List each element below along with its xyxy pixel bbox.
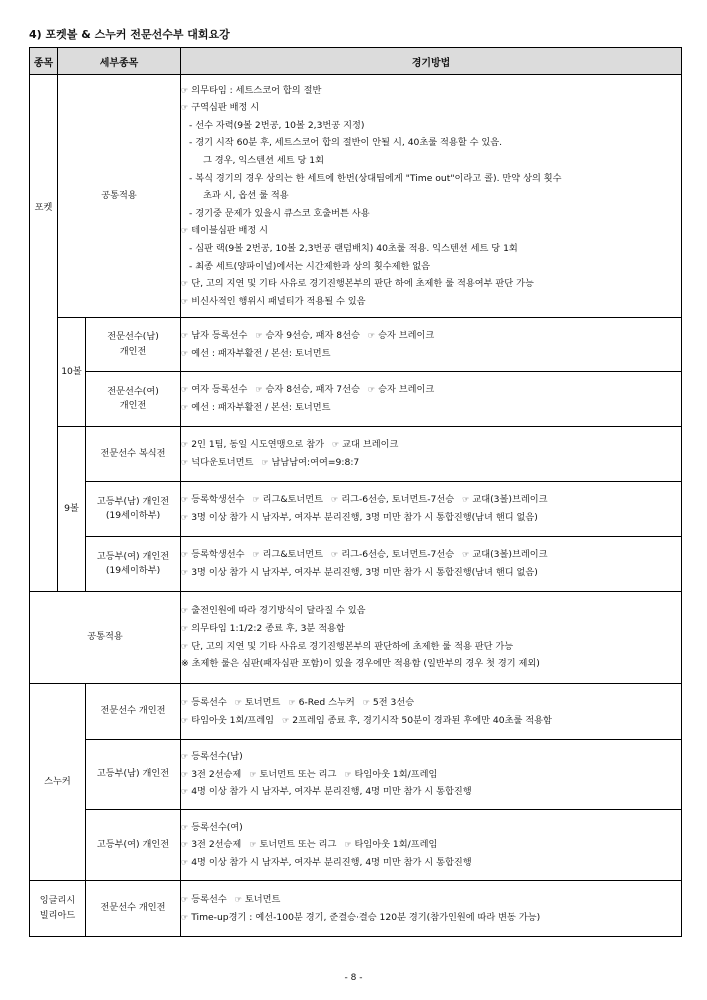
pointing-hand-icon: ☞: [249, 769, 257, 779]
name-line: 전문선수(남): [107, 331, 159, 343]
section-title: 4) 포켓볼 & 스누커 전문선수부 대회요강: [29, 28, 230, 41]
method-text: - 복식 경기의 경우 상의는 한 세트에 한번(상대팀에게 "Time out"이라고 콜). 만약 상의 횟수: [189, 172, 562, 184]
method-line: [181, 602, 681, 620]
method-line: [181, 638, 681, 656]
method-text: 토너먼트 또는 리그: [259, 768, 337, 780]
pointing-hand-icon: ☞: [181, 606, 189, 616]
method-text: 비신사적인 행위시 패널티가 적용될 수 있음: [191, 295, 366, 307]
method-text: 승자 브레이크: [378, 384, 435, 396]
method-text: - 선수 자력(9볼 2번공, 10볼 2,3번공 지정): [189, 119, 365, 131]
method-text: ※ 초제한 룰은 심판(패자심판 포함)이 있을 경우에만 적용함 (일반부의 경우 첫 경기 제외): [181, 658, 540, 670]
method-text: 여자 등록선수: [191, 384, 248, 396]
method-text: - 최종 세트(양파이널)에서는 시간제한과 상의 횟수제한 없음: [189, 260, 431, 272]
method-line: [181, 819, 681, 837]
method-line: [181, 399, 681, 417]
sport-pocket: [30, 75, 58, 592]
pointing-hand-icon: ☞: [462, 495, 470, 505]
name-line: 개인전: [119, 345, 147, 357]
method-text: 3명 이상 참가 시 남자부, 여자부 분리진행, 3명 미만 참가 시 통합진행(남녀 핸디 없음): [191, 567, 538, 578]
method-text: 리그-6선승, 토너먼트-7선승: [341, 494, 455, 506]
method-text: 초과 시, 옵션 룰 적용: [203, 190, 289, 202]
method-text: 예선 : 패자부활전 / 본선: 토너먼트: [191, 402, 331, 413]
method-text: 승자 9선승, 패자 8선승: [265, 329, 360, 341]
pointing-hand-icon: ☞: [367, 385, 376, 395]
method-text: 등록선수: [191, 893, 227, 905]
event-name: [86, 482, 181, 537]
pointing-hand-icon: ☞: [181, 279, 189, 289]
method-text: 교대 브레이크: [342, 439, 399, 451]
page-number: - 8 -: [344, 973, 363, 983]
name-line: 고등부(여) 개인전: [96, 550, 170, 562]
pointing-hand-icon: ☞: [181, 641, 189, 651]
method-line: [181, 381, 681, 399]
name-line: 잉글리시: [39, 895, 76, 907]
snooker-common-label: 공통적용: [30, 592, 181, 684]
method-text: 의무타임 1:1/2:2 종료 후, 3분 적용함: [191, 622, 345, 634]
pointing-hand-icon: ☞: [181, 840, 189, 850]
method-line: [181, 454, 681, 472]
event-method: [181, 372, 682, 427]
name-line: 전문선수 복식전: [100, 447, 166, 459]
method-text: 단, 고의 지연 및 기타 사유로 경기진행본부의 판단하에 초제한 룰 적용 판단 가능: [191, 640, 514, 652]
method-line: [181, 436, 681, 454]
snooker-common-method: [181, 592, 682, 684]
method-line: [181, 783, 681, 801]
pocket-common-method: [181, 75, 682, 318]
method-text: 리그&토너먼트: [262, 494, 324, 506]
pointing-hand-icon: ☞: [331, 495, 339, 505]
pointing-hand-icon: ☞: [462, 550, 470, 560]
pointing-hand-icon: ☞: [181, 226, 189, 236]
table-row: [30, 881, 682, 937]
method-text: Time-up경기 : 예선-100분 경기, 준결승·결승 120분 경기(참가인원에 따라 변동 가능): [191, 911, 541, 923]
method-text: 등록선수(남): [191, 751, 243, 763]
pointing-hand-icon: ☞: [181, 623, 189, 633]
pointing-hand-icon: ☞: [288, 697, 296, 707]
pointing-hand-icon: ☞: [181, 769, 189, 779]
name-line: 전문선수 개인전: [100, 902, 166, 914]
method-text: 예선 : 패자부활전 / 본선: 토너먼트: [191, 347, 331, 359]
event-method: [181, 482, 682, 537]
method-line: [181, 620, 681, 638]
event-method: [181, 427, 682, 482]
method-text: 구역심판 배정 시: [191, 102, 260, 114]
event-name: [86, 372, 181, 427]
method-line: [181, 712, 681, 730]
method-line: [181, 655, 681, 673]
ball9-label: 9볼: [58, 427, 86, 592]
table-row: [30, 427, 682, 482]
method-line: [181, 766, 681, 784]
pointing-hand-icon: ☞: [344, 840, 352, 850]
pointing-hand-icon: ☞: [181, 458, 189, 467]
name-line: 개인전: [119, 400, 147, 411]
pointing-hand-icon: ☞: [255, 385, 263, 395]
table-row: [30, 318, 682, 372]
method-text: 남남남여:여여=9:8:7: [271, 457, 360, 468]
pointing-hand-icon: ☞: [255, 330, 263, 340]
event-name: [86, 881, 181, 937]
pointing-hand-icon: ☞: [181, 752, 189, 762]
pointing-hand-icon: ☞: [181, 330, 189, 340]
event-name: [86, 810, 181, 881]
pointing-hand-icon: ☞: [181, 103, 189, 113]
pointing-hand-icon: ☞: [181, 513, 189, 522]
method-line: [181, 748, 681, 766]
method-text: 넉다운토너먼트: [191, 457, 254, 468]
pointing-hand-icon: ☞: [181, 550, 189, 560]
method-line: [181, 564, 681, 582]
pointing-hand-icon: ☞: [181, 787, 189, 797]
method-text: 등록선수: [191, 696, 227, 708]
event-name: [86, 740, 181, 810]
method-text: 6-Red 스누커: [298, 696, 355, 708]
method-text: 남자 등록선수: [191, 329, 248, 341]
pointing-hand-icon: ☞: [181, 857, 189, 867]
pointing-hand-icon: ☞: [181, 440, 189, 450]
event-name: [86, 684, 181, 740]
event-name: [86, 537, 181, 592]
sport-english-billiards: [30, 881, 86, 937]
method-line: [181, 134, 681, 152]
table-row: [30, 482, 682, 537]
method-lines: [181, 602, 681, 672]
method-text: 타임아웃 1회/프레임: [354, 768, 438, 780]
pointing-hand-icon: ☞: [331, 550, 339, 560]
method-line: [181, 546, 681, 564]
pointing-hand-icon: ☞: [344, 769, 352, 779]
method-text: - 경기중 문제가 있을시 큐스코 호출버튼 사용: [189, 207, 370, 219]
method-line: [181, 509, 681, 527]
pointing-hand-icon: ☞: [181, 385, 189, 395]
method-text: 등록선수(여): [191, 821, 243, 833]
table-row: [30, 75, 682, 318]
pointing-hand-icon: ☞: [234, 894, 242, 904]
event-method: [181, 810, 682, 881]
method-text: 토너먼트 또는 리그: [259, 839, 337, 851]
name-line: 전문선수(여): [107, 385, 159, 397]
table-row: [30, 740, 682, 810]
method-line: [181, 891, 681, 909]
method-text: 5전 3선승: [372, 696, 415, 708]
name-line: 빌리아드: [39, 909, 76, 921]
method-text: 단, 고의 지연 및 기타 사유로 경기진행본부의 판단 하에 초제한 룰 적용여부 판단 가능: [191, 278, 534, 290]
method-text: 3전 2선승제: [191, 768, 242, 780]
method-line: [181, 345, 681, 363]
sport-snooker: 스누커: [30, 684, 86, 881]
method-line: [181, 82, 681, 100]
event-method: [181, 684, 682, 740]
method-text: 토너먼트: [244, 893, 281, 905]
method-text: - 심판 랙(9볼 2번공, 10볼 2,3번공 랜덤배치) 40초룰 적용. 익스텐션 세트 당 1회: [189, 242, 518, 254]
pointing-hand-icon: ☞: [234, 697, 242, 707]
pointing-hand-icon: ☞: [181, 296, 189, 306]
method-line: [181, 99, 681, 117]
method-line: [181, 205, 681, 223]
pointing-hand-icon: ☞: [181, 894, 189, 904]
method-text: 2프레임 종료 후, 경기시작 50분이 경과된 후에만 40초룰 적용함: [292, 714, 552, 726]
method-text: 승자 8선승, 패자 7선승: [265, 384, 360, 396]
method-text: 4명 이상 참가 시 남자부, 여자부 분리진행, 4명 미만 참가 시 통합진행: [191, 856, 472, 868]
table-row: [30, 372, 682, 427]
pointing-hand-icon: ☞: [252, 550, 260, 560]
pointing-hand-icon: ☞: [362, 697, 370, 707]
pointing-hand-icon: ☞: [252, 495, 260, 505]
method-text: 그 경우, 익스텐션 세트 당 1회: [203, 155, 325, 167]
pointing-hand-icon: ☞: [249, 840, 257, 850]
pointing-hand-icon: ☞: [181, 568, 189, 577]
event-method: [181, 537, 682, 592]
method-text: 3전 2선승제: [191, 839, 242, 851]
method-text: 교대(3볼)브레이크: [472, 494, 548, 506]
event-name: [86, 427, 181, 482]
pointing-hand-icon: ☞: [331, 440, 340, 450]
pointing-hand-icon: ☞: [181, 495, 189, 505]
event-method: [181, 881, 682, 937]
method-text: 의무타임 : 세트스코어 합의 절반: [191, 84, 322, 96]
method-text: 3명 이상 참가 시 남자부, 여자부 분리진행, 3명 미만 참가 시 통합진행(남녀 핸디 없음): [191, 512, 538, 523]
method-text: 리그&토너먼트: [262, 549, 324, 561]
header-sport: 종목: [30, 48, 58, 75]
method-line: [181, 491, 681, 509]
method-line: [181, 258, 681, 276]
method-text: 교대(3볼)브레이크: [472, 549, 548, 561]
pointing-hand-icon: ☞: [181, 85, 189, 95]
method-line: [181, 222, 681, 240]
rules-table: [29, 47, 682, 937]
header-method: 경기방법: [181, 48, 682, 75]
method-line: [181, 909, 681, 927]
name-line: 고등부(여) 개인전: [96, 838, 170, 850]
method-line: [181, 694, 681, 712]
ball10-label: 10볼: [58, 318, 86, 427]
method-line: [181, 275, 681, 293]
method-text: 등록학생선수: [191, 494, 245, 506]
method-lines: [181, 82, 681, 311]
sport-label: 포켓: [34, 201, 53, 213]
method-text: - 경기 시작 60분 후, 세트스코어 합의 절반이 안될 시, 40초룰 적용할 수 있음.: [189, 137, 503, 149]
event-method: [181, 740, 682, 810]
method-line: [181, 117, 681, 135]
method-text: 2인 1팀, 동일 시도연맹으로 참가: [191, 439, 324, 451]
method-text: 리그-6선승, 토너먼트-7선승: [341, 549, 455, 561]
pointing-hand-icon: ☞: [282, 715, 290, 725]
method-line: [181, 293, 681, 311]
event-name: [86, 318, 181, 372]
event-method: [181, 318, 682, 372]
table-row: [30, 810, 682, 881]
pointing-hand-icon: ☞: [181, 715, 189, 725]
method-text: 출전인원에 따라 경기방식이 달라질 수 있음: [191, 605, 366, 617]
table-row: [30, 592, 682, 684]
name-line: (19세이하부): [105, 510, 161, 521]
method-line: [181, 187, 681, 205]
method-text: 4명 이상 참가 시 남자부, 여자부 분리진행, 4명 미만 참가 시 통합진행: [191, 786, 472, 798]
table-row: [30, 684, 682, 740]
pocket-common-label: 공통적용: [58, 75, 181, 318]
method-line: [181, 854, 681, 872]
method-text: 타임아웃 1회/프레임: [191, 714, 275, 726]
table-row: [30, 537, 682, 592]
name-line: 고등부(남) 개인전: [96, 495, 170, 507]
pointing-hand-icon: ☞: [181, 822, 189, 832]
method-text: 토너먼트: [244, 696, 281, 708]
method-text: 타임아웃 1회/프레임: [354, 839, 438, 851]
pointing-hand-icon: ☞: [181, 348, 189, 358]
name-line: 전문선수 개인전: [100, 705, 166, 717]
method-line: [181, 836, 681, 854]
method-text: 승자 브레이크: [378, 329, 435, 341]
method-line: [181, 152, 681, 170]
pointing-hand-icon: ☞: [261, 458, 269, 467]
pointing-hand-icon: ☞: [181, 403, 189, 412]
method-text: 등록학생선수: [191, 549, 245, 561]
method-line: [181, 327, 681, 345]
method-line: [181, 170, 681, 188]
method-line: [181, 240, 681, 258]
name-line: (19세이하부): [105, 565, 161, 576]
header-event: 세부종목: [58, 48, 181, 75]
name-line: 고등부(남) 개인전: [96, 768, 170, 780]
table-header-row: [30, 48, 682, 75]
pointing-hand-icon: ☞: [181, 912, 189, 922]
pointing-hand-icon: ☞: [181, 697, 189, 707]
pointing-hand-icon: ☞: [367, 330, 376, 340]
method-text: 테이블심판 배정 시: [191, 225, 269, 237]
